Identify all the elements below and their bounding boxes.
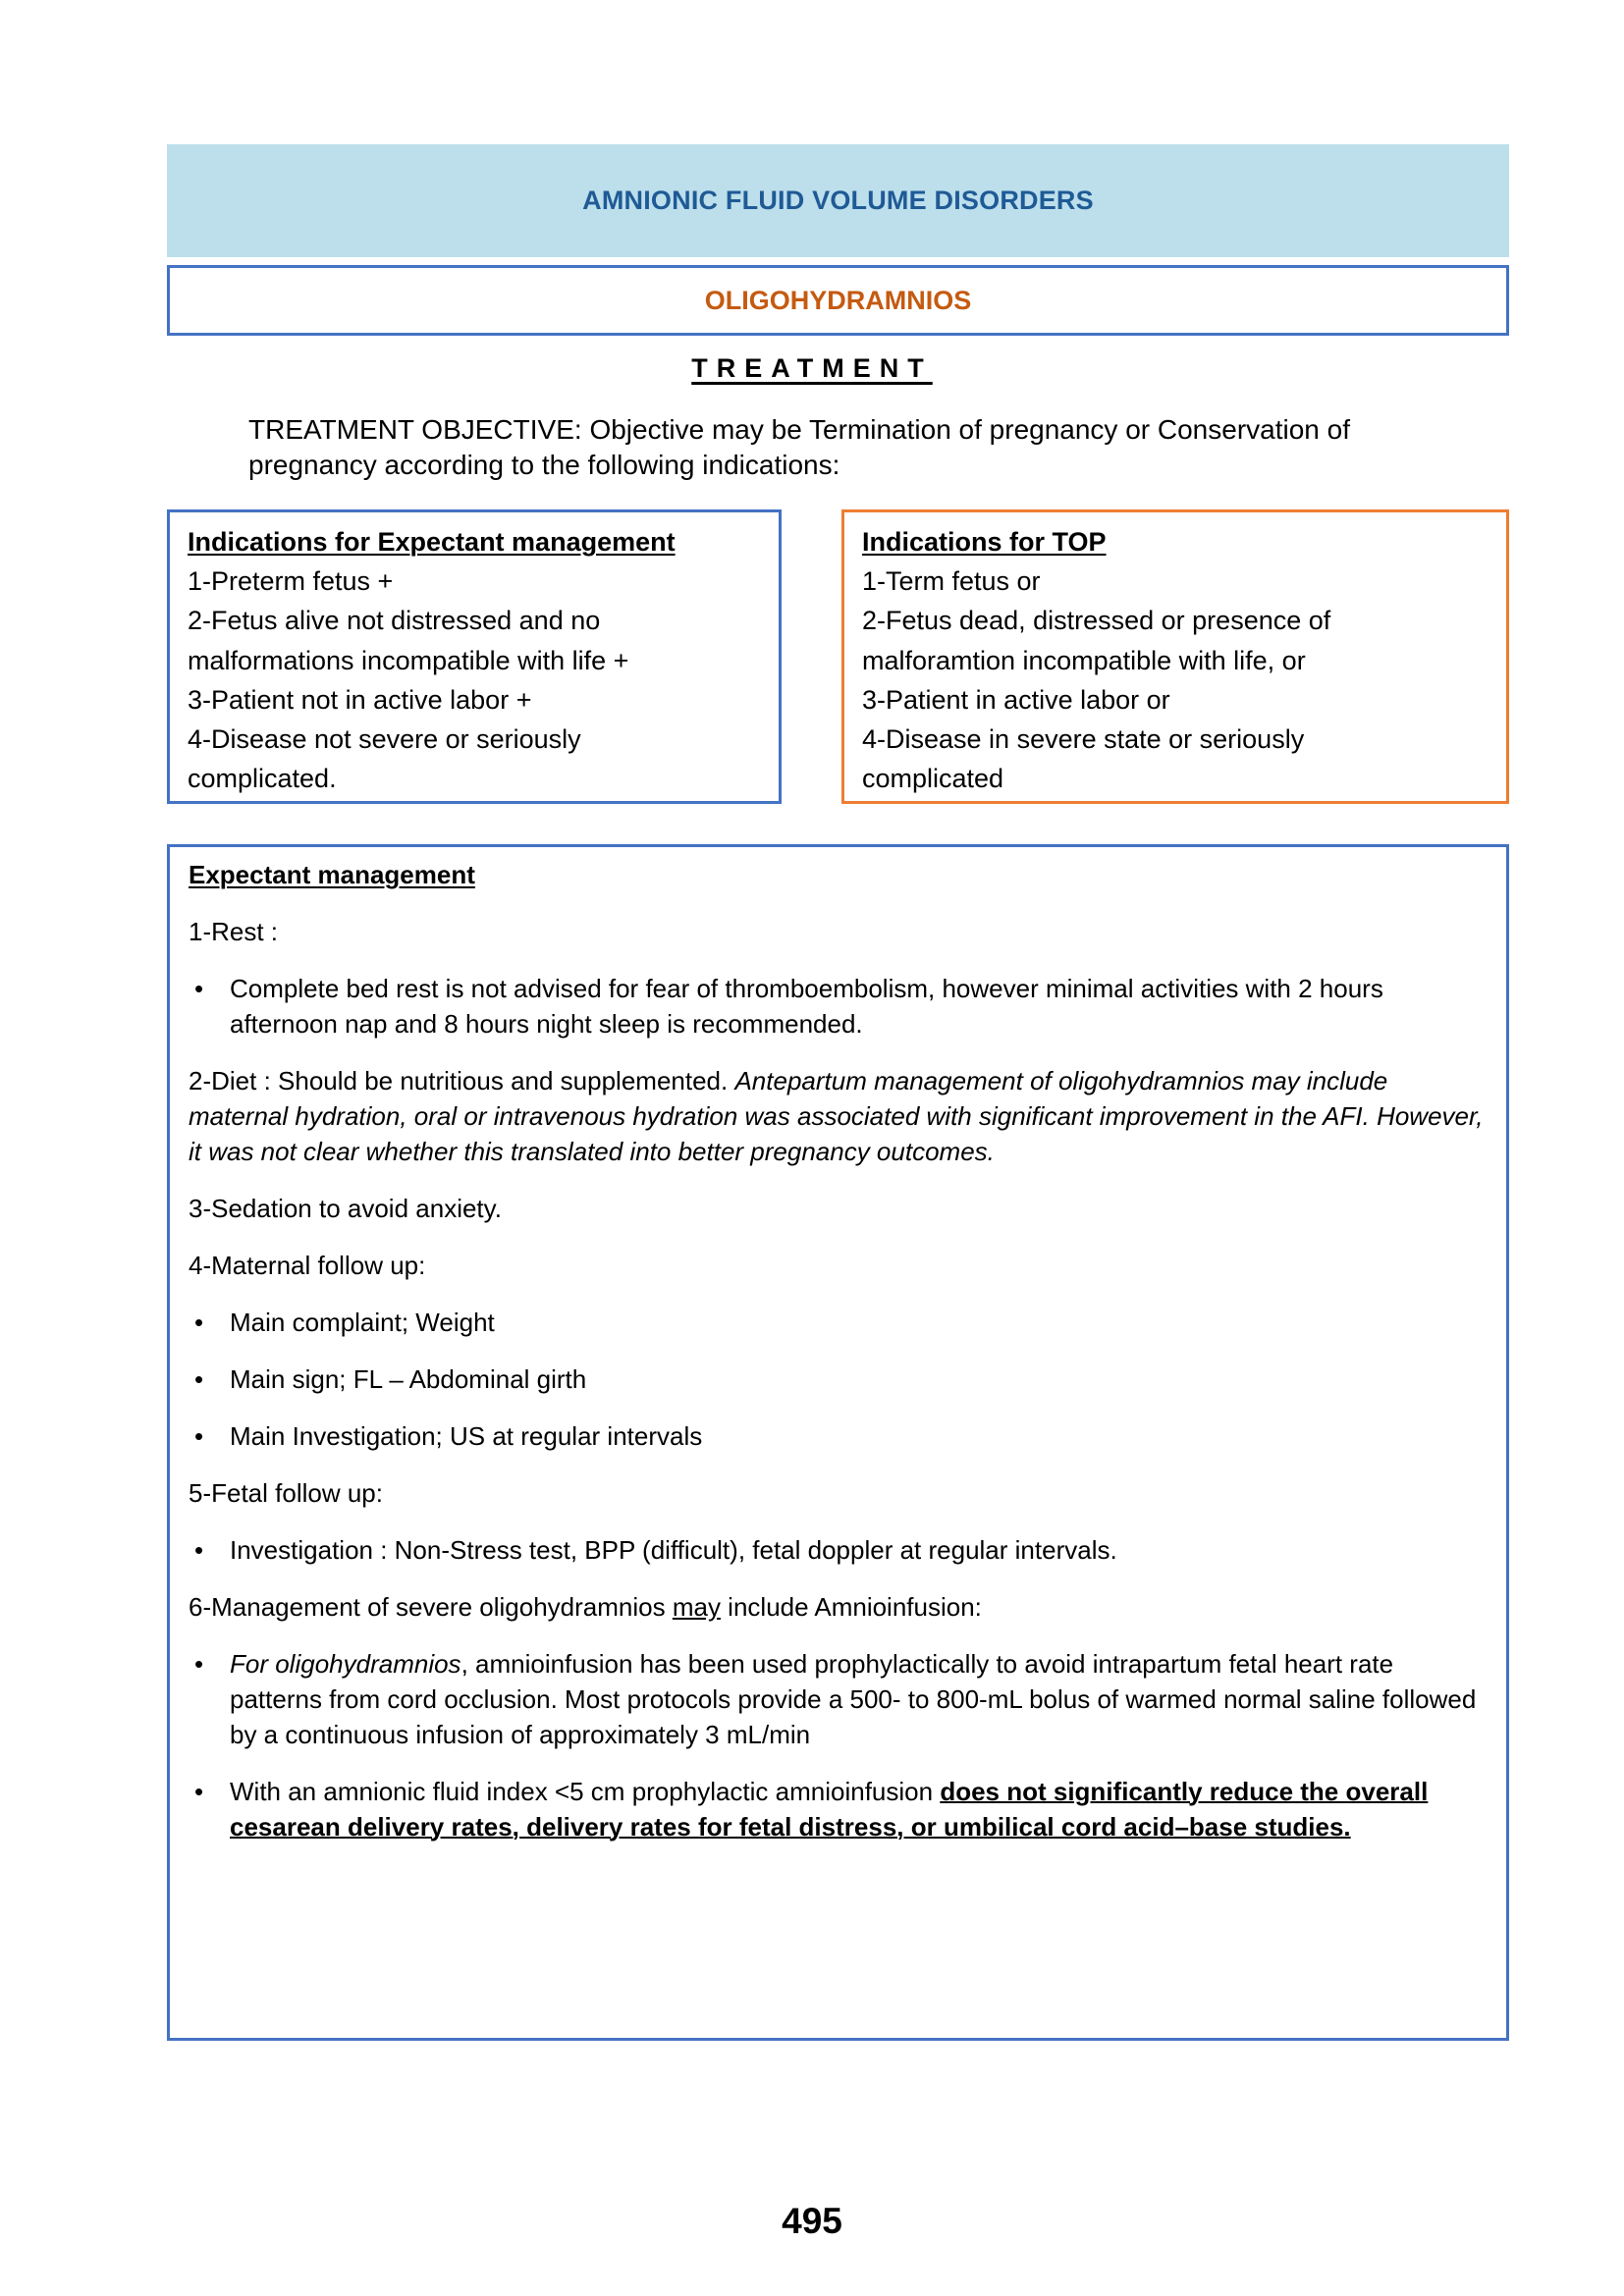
treatment-objective: TREATMENT OBJECTIVE: Objective may be Termination of pregnancy or Conservation of pregnancy according to the following indications: (248, 414, 1350, 480)
bullet-item (189, 1646, 1489, 1752)
bullet-item (189, 1418, 1489, 1454)
chapter-title: AMNIONIC FLUID VOLUME DISORDERS (582, 186, 1094, 215)
maternal-bullet: Main sign; FL – Abdominal girth (230, 1364, 587, 1394)
bullet-item (189, 1362, 1489, 1397)
rest-bullet-text: Complete bed rest is not advised for fear of thromboembolism, however minimal activities with 2 hours afternoon nap and 8 hours night sleep is recommended. (230, 974, 1383, 1039)
bullet-item (189, 1774, 1489, 1844)
amnio-bullet-2-emphasis: does not significantly reduce the overall cesarean delivery rates, delivery rates for fetal distress, or umbilical cord acid–base studies. (230, 1777, 1429, 1842)
list-item: 4-Disease not severe or seriously (188, 724, 581, 755)
expectant-indications-title: Indications for Expectant management (188, 527, 676, 557)
amnio-bullet-1-italic: For oligohydramnios (230, 1649, 461, 1679)
bullet-icon: • (194, 1421, 204, 1451)
list-item: complicated. (188, 764, 337, 794)
maternal-bullet: Main complaint; Weight (230, 1308, 495, 1337)
expectant-management-heading: Expectant management (189, 860, 475, 889)
amnio-bullet-1-rest: , amnioinfusion has been used prophylactically to avoid intrapartum fetal heart rate patterns from cord occlusion. Most protocols provide a 500- to 800-mL bolus of warmed normal saline followed by a continuous infusion of approximately 3 mL/min (230, 1649, 1477, 1749)
bullet-icon: • (194, 1364, 204, 1394)
fetal-bullet: Investigation : Non-Stress test, BPP (difficult), fetal doppler at regular intervals. (230, 1535, 1117, 1565)
diet-text: 2-Diet : Should be nutritious and supplemented. (189, 1066, 735, 1095)
expectant-management-box (167, 844, 1509, 2041)
amnio-bullet-2-plain: With an amnionic fluid index <5 cm prophylactic amnioinfusion (230, 1777, 941, 1806)
rest-label: 1-Rest : (189, 917, 279, 946)
expectant-indications-box (167, 509, 782, 804)
amnio-bullet-2 (230, 1774, 1489, 1844)
page-number: 495 (782, 2201, 842, 2241)
list-item: 2-Fetus dead, distressed or presence of (862, 606, 1331, 636)
top-indications-box (841, 509, 1509, 804)
bullet-item (189, 1532, 1489, 1568)
topic-title: OLIGOHYDRAMNIOS (704, 285, 972, 315)
severe-may: may (672, 1592, 721, 1622)
bullet-icon: • (194, 1777, 204, 1806)
diet-italic-text: Antepartum management of oligohydramnios may include maternal hydration, oral or intravenous hydration was associated with significant improvement in the AFI. However, it was not clear whether this translated into better pregnancy outcomes. (189, 1066, 1484, 1166)
list-item: malforamtion incompatible with life, or (862, 645, 1306, 675)
severe-post: include Amnioinfusion: (720, 1592, 982, 1622)
list-item: malformations incompatible with life + (188, 645, 629, 675)
list-item: complicated (862, 764, 1004, 794)
diet-paragraph (189, 1063, 1489, 1169)
list-item: 1-Preterm fetus + (188, 566, 394, 597)
bullet-icon: • (194, 974, 204, 1003)
top-indications-title: Indications for TOP (862, 527, 1107, 557)
bullet-icon: • (194, 1535, 204, 1565)
maternal-bullet: Main Investigation; US at regular intervals (230, 1421, 703, 1451)
bullet-item (189, 971, 1489, 1041)
severe-pre: 6-Management of severe oligohydramnios (189, 1592, 673, 1622)
amnio-bullet-1 (230, 1646, 1489, 1752)
bullet-item (189, 1305, 1489, 1340)
list-item: 3-Patient not in active labor + (188, 684, 532, 715)
section-title-text: TREATMENT (691, 353, 933, 383)
severe-management-text (189, 1589, 1489, 1625)
chapter-header-band (167, 144, 1509, 257)
maternal-label: 4-Maternal follow up: (189, 1251, 426, 1280)
list-item: 2-Fetus alive not distressed and no (188, 606, 601, 636)
list-item: 3-Patient in active labor or (862, 684, 1170, 715)
bullet-icon: • (194, 1649, 204, 1679)
topic-title-box (167, 265, 1509, 336)
section-title (0, 353, 1624, 384)
fetal-label: 5-Fetal follow up: (189, 1478, 383, 1508)
list-item: 4-Disease in severe state or seriously (862, 724, 1305, 755)
sedation-text: 3-Sedation to avoid anxiety. (189, 1194, 502, 1223)
bullet-icon: • (194, 1308, 204, 1337)
list-item: 1-Term fetus or (862, 566, 1041, 597)
